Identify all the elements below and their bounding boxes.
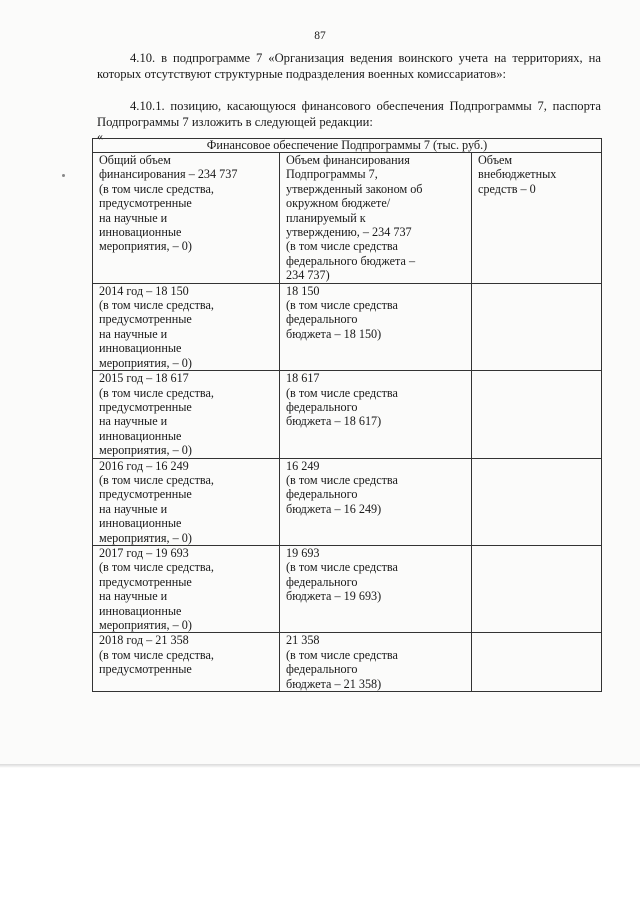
- paragraph-4-10-text: 4.10. в подпрограмме 7 «Организация ведения воинского учета на территориях, на которых отсутствуют структурные подразделения военных комиссариатов»:: [97, 51, 601, 81]
- cell-line: предусмотренные: [99, 196, 192, 211]
- cell-line: мероприятия, – 0): [99, 355, 192, 370]
- table-cell-3: [472, 283, 602, 370]
- cell-line: 18 617: [286, 371, 320, 386]
- table-cell-2: [280, 633, 472, 692]
- table-cell-3: [472, 153, 602, 284]
- cell-line: 21 358: [286, 633, 320, 648]
- table-cell-2: [280, 153, 472, 284]
- cell-line: мероприятия, – 0): [99, 443, 192, 458]
- table-row: [93, 633, 602, 692]
- cell-line: (в том числе средства: [286, 239, 398, 254]
- cell-line: (в том числе средства: [286, 647, 398, 662]
- page-number: 87: [314, 30, 326, 42]
- cell-line: на научные и: [99, 501, 168, 516]
- opening-quote: «: [97, 129, 103, 143]
- cell-line: мероприятия, – 0): [99, 618, 192, 632]
- table-cell-1: [93, 545, 280, 632]
- cell-line: инновационные: [99, 225, 182, 240]
- table-row: [93, 458, 602, 545]
- cell-line: бюджета – 16 249): [286, 501, 382, 516]
- cell-line: (в том числе средства: [286, 472, 398, 487]
- cell-line: мероприятия, – 0): [99, 530, 192, 545]
- financing-table: [92, 138, 602, 692]
- cell-line: предусмотренные: [99, 312, 192, 327]
- table-cell-2: [280, 283, 472, 370]
- cell-line: бюджета – 21 358): [286, 676, 382, 691]
- table-cell-1: [93, 633, 280, 692]
- cell-line: федерального: [286, 312, 358, 327]
- cell-line: 2015 год – 18 617: [99, 371, 189, 386]
- cell-line: федерального: [286, 574, 358, 589]
- cell-line: инновационные: [99, 428, 182, 443]
- table-header-row: [93, 139, 602, 153]
- table-cell-2: [280, 545, 472, 632]
- cell-line: федерального бюджета –: [286, 253, 416, 268]
- cell-line: внебюджетных: [478, 167, 557, 182]
- scan-edge: [0, 764, 640, 767]
- cell-line: 234 737): [286, 268, 330, 283]
- table-cell-3: [472, 633, 602, 692]
- cell-line: 2018 год – 21 358: [99, 633, 189, 648]
- cell-line: инновационные: [99, 516, 182, 531]
- paragraph-4-10-1-text: 4.10.1. позицию, касающуюся финансового обеспечения Подпрограммы 7, паспорта Подпрограммы 7 изложить в следующей редакции:: [97, 99, 601, 129]
- cell-line: окружном бюджете/: [286, 196, 391, 211]
- table-cell-1: [93, 153, 280, 284]
- table-row: [93, 283, 602, 370]
- table-cell-3: [472, 371, 602, 458]
- table-header: Финансовое обеспечение Подпрограммы 7 (тыс. руб.): [93, 139, 602, 153]
- cell-line: федерального: [286, 399, 358, 414]
- table-cell-2: [280, 371, 472, 458]
- cell-line: (в том числе средства,: [99, 298, 214, 313]
- cell-line: 18 150: [286, 283, 320, 298]
- paragraph-4-10-1: [97, 99, 601, 130]
- cell-line: (в том числе средства: [286, 298, 398, 313]
- scan-speck: [62, 174, 65, 177]
- cell-line: мероприятия, – 0): [99, 239, 192, 254]
- cell-line: на научные и: [99, 414, 168, 429]
- cell-line: (в том числе средства: [286, 560, 398, 575]
- cell-line: инновационные: [99, 603, 182, 618]
- cell-line: (в том числе средства: [286, 385, 398, 400]
- cell-line: (в том числе средства,: [99, 472, 214, 487]
- cell-line: Объем: [478, 153, 513, 167]
- cell-line: на научные и: [99, 326, 168, 341]
- table-cell-1: [93, 458, 280, 545]
- cell-line: (в том числе средства,: [99, 647, 214, 662]
- cell-line: (в том числе средства,: [99, 181, 214, 196]
- table-cell-3: [472, 458, 602, 545]
- cell-line: предусмотренные: [99, 662, 192, 677]
- cell-line: планируемый к: [286, 210, 366, 225]
- table-cell-1: [93, 371, 280, 458]
- cell-line: (в том числе средства,: [99, 385, 214, 400]
- cell-line: 2017 год – 19 693: [99, 545, 189, 560]
- table-row: [93, 545, 602, 632]
- cell-line: бюджета – 19 693): [286, 589, 382, 604]
- cell-line: (в том числе средства,: [99, 560, 214, 575]
- table-cell-3: [472, 545, 602, 632]
- cell-line: утверждению, – 234 737: [286, 225, 412, 240]
- paragraph-4-10: [97, 51, 601, 82]
- cell-line: предусмотренные: [99, 487, 192, 502]
- cell-line: 2016 год – 16 249: [99, 458, 189, 473]
- cell-line: предусмотренные: [99, 574, 192, 589]
- cell-line: 19 693: [286, 545, 320, 560]
- cell-line: федерального: [286, 487, 358, 502]
- cell-line: на научные и: [99, 210, 168, 225]
- table-cell-1: [93, 283, 280, 370]
- cell-line: инновационные: [99, 341, 182, 356]
- cell-line: предусмотренные: [99, 399, 192, 414]
- table-cell-2: [280, 458, 472, 545]
- cell-line: средств – 0: [478, 181, 536, 196]
- cell-line: 16 249: [286, 458, 320, 473]
- cell-line: бюджета – 18 150): [286, 326, 382, 341]
- cell-line: 2014 год – 18 150: [99, 283, 189, 298]
- cell-line: Общий объем: [99, 153, 171, 167]
- table-body: [93, 153, 602, 692]
- cell-line: Подпрограммы 7,: [286, 167, 378, 182]
- cell-line: финансирования – 234 737: [99, 167, 238, 182]
- table-row: [93, 371, 602, 458]
- cell-line: Объем финансирования: [286, 153, 410, 167]
- cell-line: утвержденный законом об: [286, 181, 423, 196]
- cell-line: на научные и: [99, 589, 168, 604]
- cell-line: бюджета – 18 617): [286, 414, 382, 429]
- cell-line: федерального: [286, 662, 358, 677]
- table-row: [93, 153, 602, 284]
